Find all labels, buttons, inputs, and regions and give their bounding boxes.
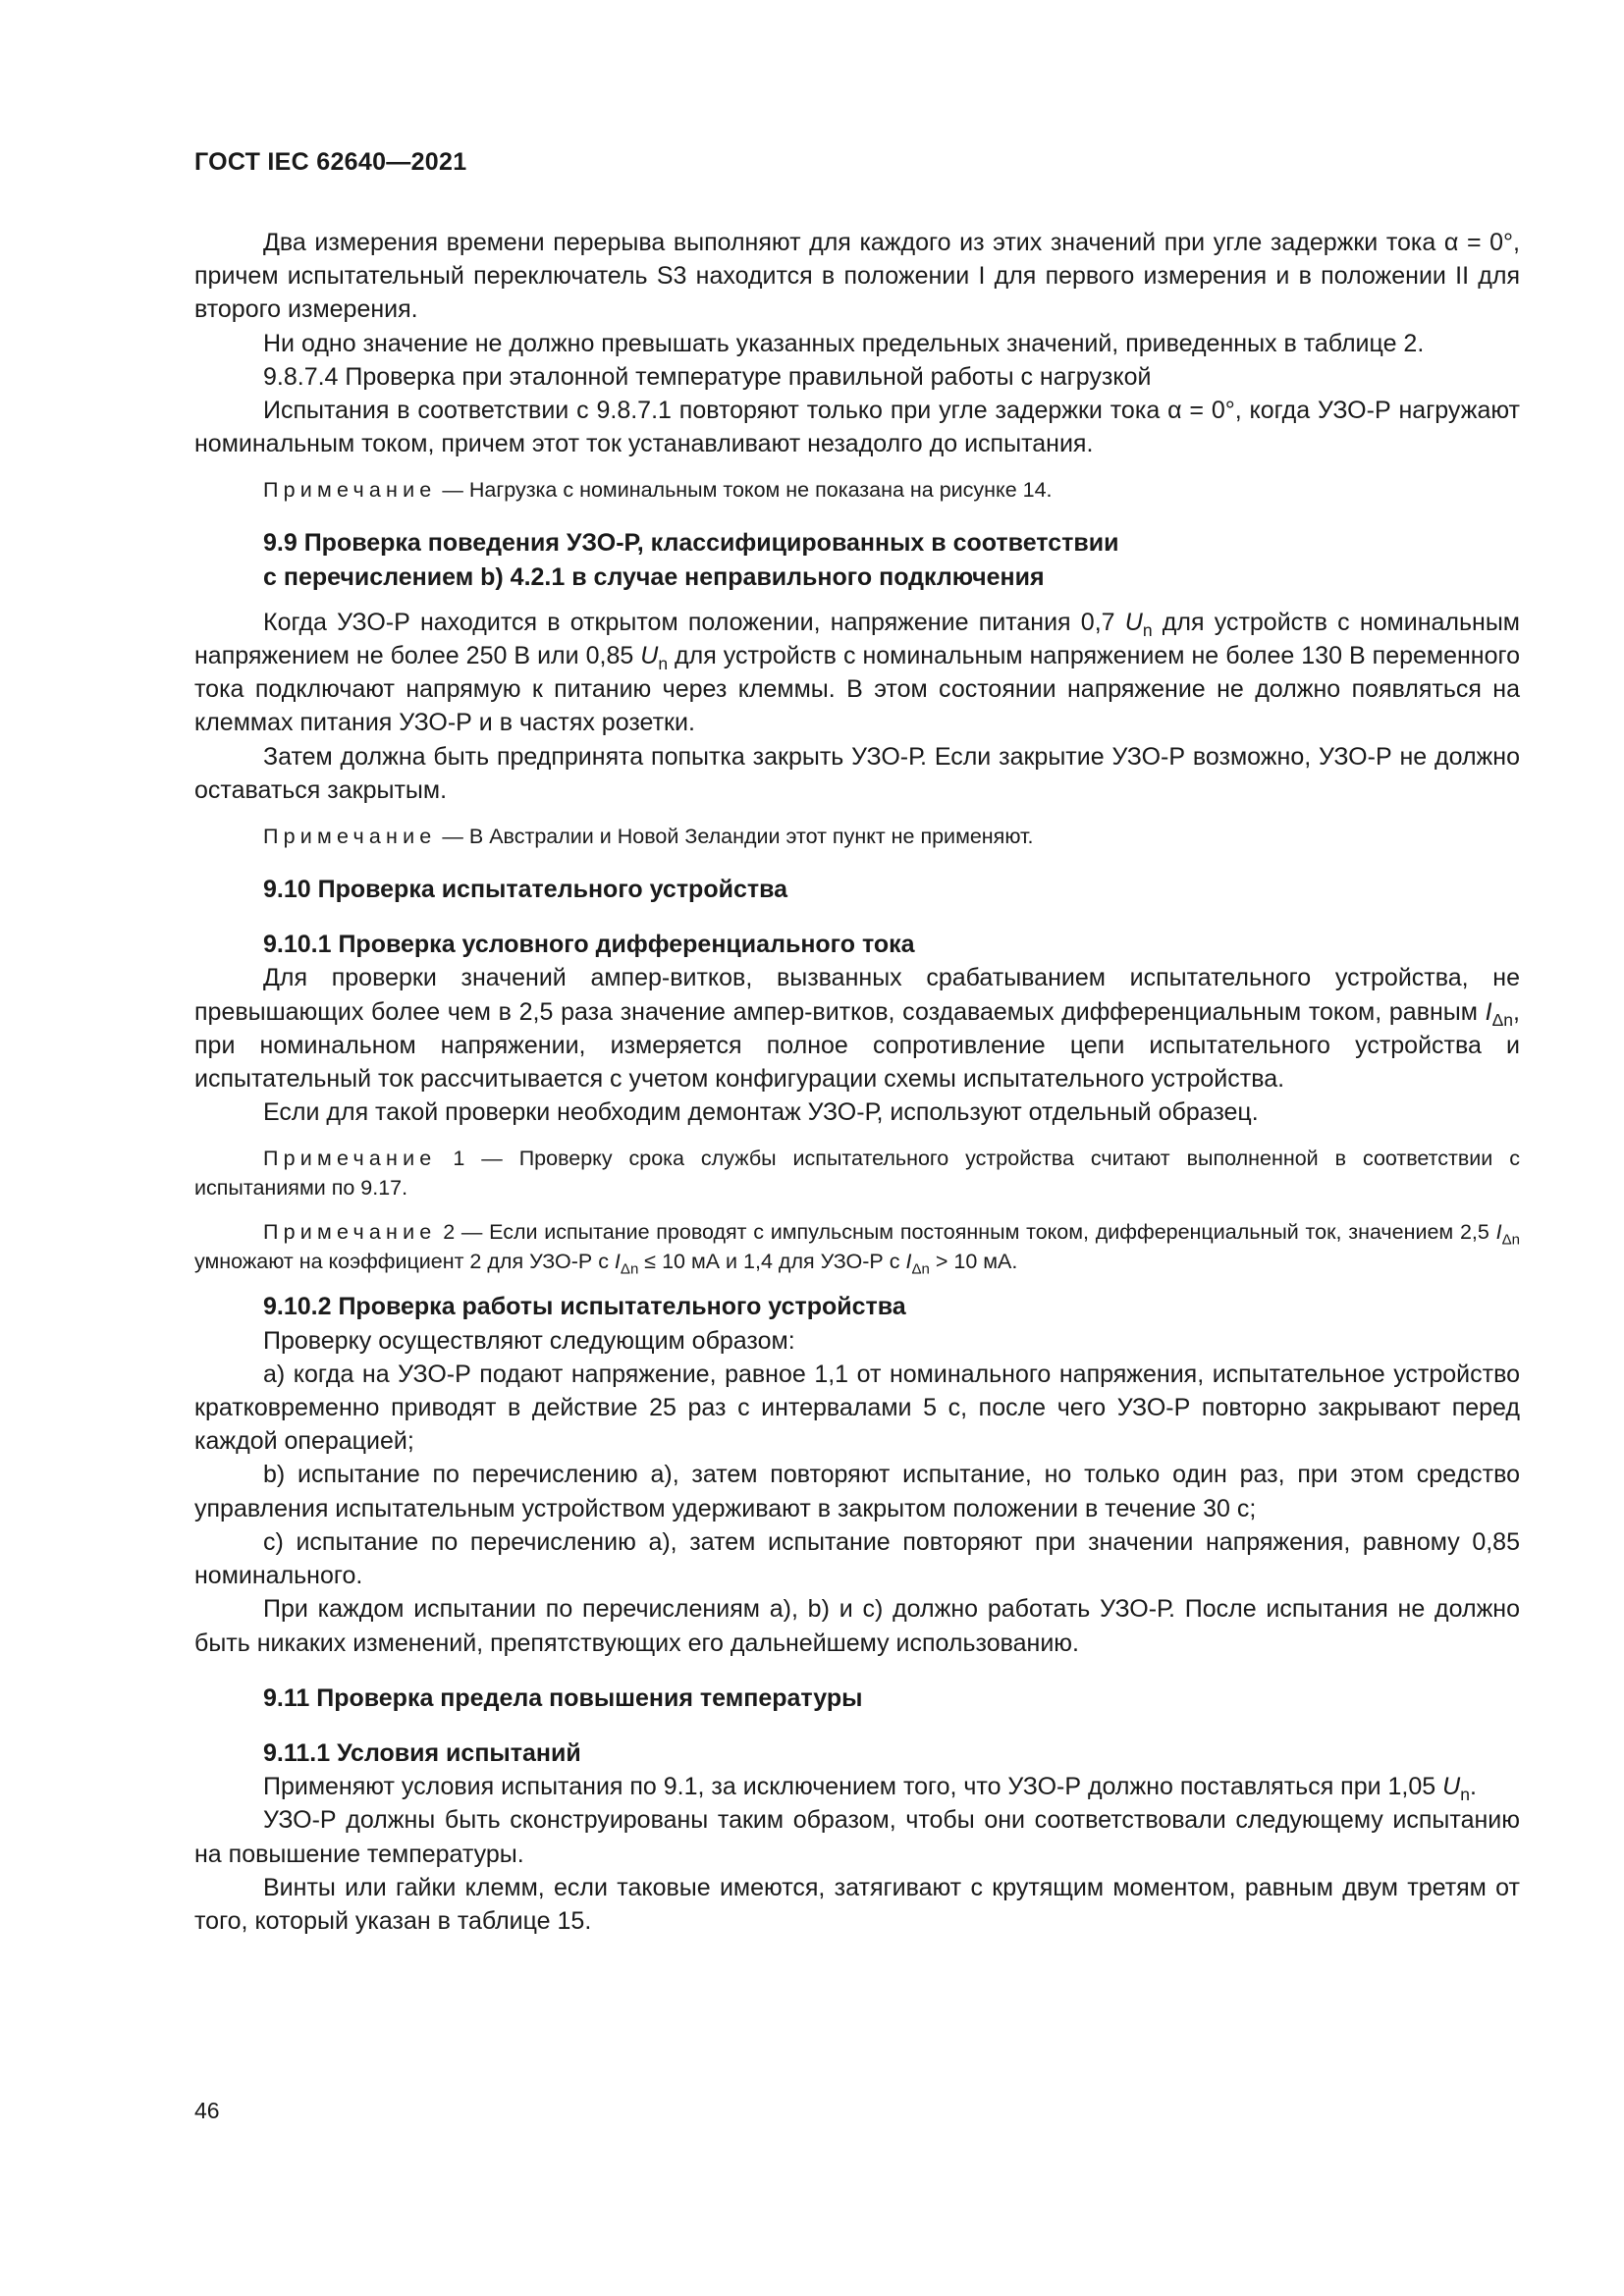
paragraph: Применяют условия испытания по 9.1, за исключением того, что УЗО-Р должно поставляться при 1,05 $U_n$. bbox=[263, 1773, 1477, 1805]
note-text: — В Австралии и Новой Зеландии этот пункт не применяют. bbox=[436, 825, 1034, 849]
subsection-heading: 9.10.1 Проверка условного дифференциального тока bbox=[263, 931, 915, 959]
paragraph: Для проверки значений ампер-витков, вызванных срабатыванием испытательного устройства, не превышающих более чем в 2,5 раза значение ампер-витков, создаваемых дифференциальным током, равным $I_{\Delta n}$, при номинальном напряжении, измеряется полное сопротивление цепи испытательного устройства и испытательный ток рассчитывается с учетом конфигурации схемы испытательного устройства. bbox=[194, 964, 1520, 1094]
section-9-9-heading bbox=[194, 526, 1520, 593]
paragraph: Ни одно значение не должно превышать указанных предельных значений, приведенных в таблице 2. bbox=[263, 329, 1425, 357]
section-heading-line: 9.9 Проверка поведения УЗО-Р, классифицированных в соответствии bbox=[263, 529, 1119, 558]
note-label: Примечание bbox=[263, 825, 437, 849]
list-item: b) испытание по перечислению a), затем повторяют испытание, но только один раз, при этом средство управления испытательным устройством удерживают в закрытом положении в течение 30 с; bbox=[194, 1461, 1520, 1522]
paragraph: Два измерения времени перерыва выполняют для каждого из этих значений при угле задержки тока α = 0°, причем испытательный переключатель S3 находится в положении I для первого измерения и в положении II для второго измерения. bbox=[194, 229, 1520, 324]
paragraph: Затем должна быть предпринята попытка закрыть УЗО-Р. Если закрытие УЗО-Р возможно, УЗО-Р не должно оставаться закрытым. bbox=[194, 742, 1520, 804]
note-text: 1 — Проверку срока службы испытательного устройства считают выполненной в соответствии с испытаниями по 9.17. bbox=[194, 1147, 1520, 1201]
list-item: c) испытание по перечислению a), затем испытание повторяют при значении напряжения, равному 0,85 номинального. bbox=[194, 1527, 1520, 1590]
document-header: ГОСТ IEC 62640—2021 bbox=[194, 148, 467, 176]
symbol-u: U bbox=[640, 642, 659, 670]
paragraph: Испытания в соответствии с 9.8.7.1 повторяют только при угле задержки тока α = 0°, когда УЗО-Р нагружают номинальным током, причем этот ток устанавливают незадолго до испытания. bbox=[194, 397, 1520, 458]
section-heading: 9.11 Проверка предела повышения температуры bbox=[263, 1683, 863, 1712]
paragraph: Винты или гайки клемм, если таковые имеются, затягивают с крутящим моментом, равным двум третям от того, который указан в таблице 15. bbox=[194, 1873, 1520, 1935]
page-number: 46 bbox=[194, 2098, 220, 2123]
note-label: Примечание bbox=[263, 1147, 437, 1171]
note bbox=[194, 1144, 1520, 1202]
symbol-i: I bbox=[1485, 997, 1492, 1026]
note bbox=[194, 822, 1520, 851]
section-heading: 9.10 Проверка испытательного устройства bbox=[263, 876, 788, 904]
paragraph: Если для такой проверки необходим демонтаж УЗО-Р, используют отдельный образец. bbox=[263, 1098, 1259, 1127]
paragraph: Когда УЗО-Р находится в открытом положении, напряжение питания 0,7 $U_n$ для устройств с номинальным напряжением не более 250 В или 0,85 $U_n$ для устройств с номинальным напряжением не более 130 В переменного тока подключают напрямую к питанию через клеммы. В этом состоянии напряжение не должно появляться на клеммах питания УЗО-Р и в частях розетки. bbox=[194, 608, 1520, 737]
paragraph: При каждом испытании по перечислениям a), b) и c) должно работать УЗО-Р. После испытания не должно быть никаких изменений, препятствующих его дальнейшему использованию. bbox=[194, 1595, 1520, 1657]
note-label: Примечание bbox=[263, 478, 437, 503]
symbol-u: U bbox=[1124, 608, 1143, 636]
note-text: — Нагрузка с номинальным током не показана на рисунке 14. bbox=[436, 478, 1053, 503]
paragraph: Проверку осуществляют следующим образом: bbox=[263, 1326, 795, 1355]
page-content bbox=[194, 226, 1520, 1938]
note: Примечание 2 — Если испытание проводят с импульсным постоянным током, дифференциальный ток, значением 2,5 $I_{\Delta n}$ умножают на коэффициент 2 для УЗО-Р с $I_{\Delta n} \le 10$ мА и 1,4 для УЗО-Р с $I_{\Delta n} > 10$ мА. bbox=[194, 1220, 1520, 1278]
subsection-heading: 9.11.1 Условия испытаний bbox=[263, 1738, 581, 1767]
subsection-heading: 9.10.2 Проверка работы испытательного устройства bbox=[263, 1293, 906, 1321]
list-item: a) когда на УЗО-Р подают напряжение, равное 1,1 от номинального напряжения, испытательное устройство кратковременно приводят в действие 25 раз с интервалами 5 с, после чего УЗО-Р повторно закрывают перед каждой операцией; bbox=[194, 1360, 1520, 1456]
section-heading-line: с перечислением b) 4.2.1 в случае неправильного подключения bbox=[263, 562, 1045, 591]
note bbox=[194, 475, 1520, 505]
note-label: Примечание bbox=[263, 1220, 437, 1245]
clause-9-8-7-4-title: 9.8.7.4 Проверка при эталонной температуре правильной работы с нагрузкой bbox=[263, 362, 1152, 391]
paragraph: УЗО-Р должны быть сконструированы таким образом, чтобы они соответствовали следующему испытанию на повышение температуры. bbox=[194, 1806, 1520, 1868]
